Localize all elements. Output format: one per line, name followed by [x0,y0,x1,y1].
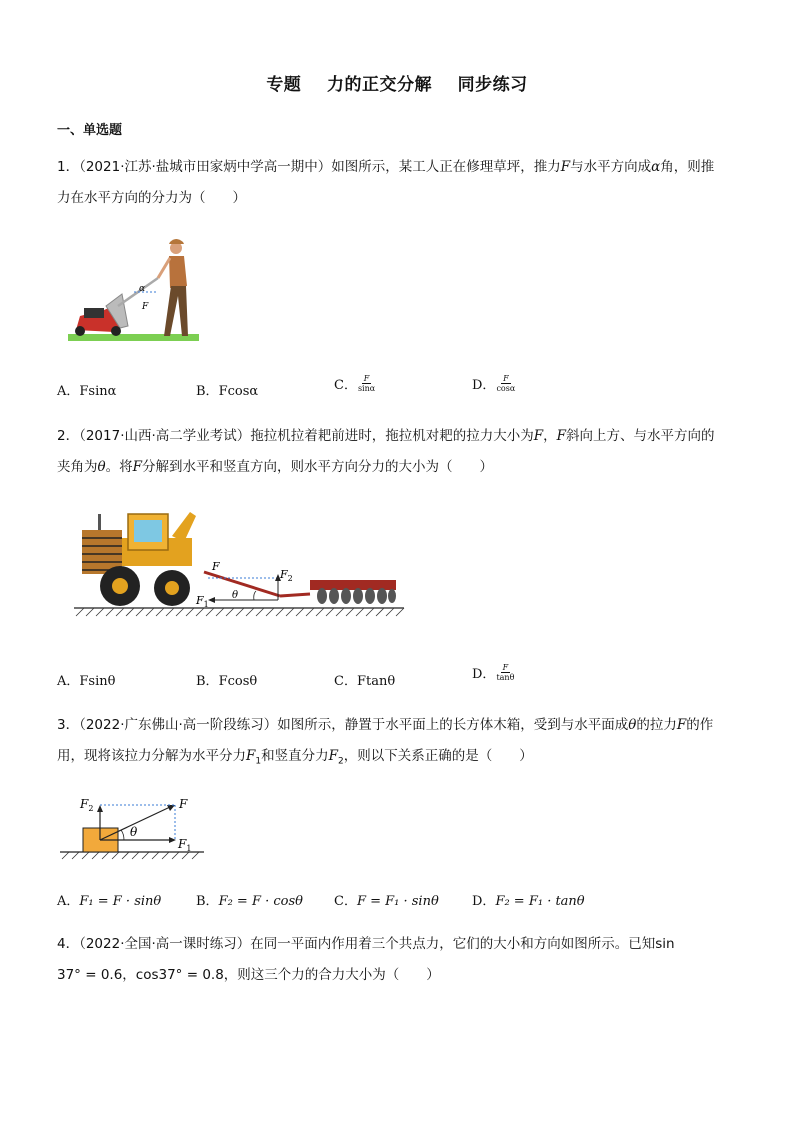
q2-option-c[interactable]: C．Ftanθ [334,674,396,689]
mower-engine [84,308,104,318]
box-force-figure [58,790,208,862]
tractor-window [134,520,162,542]
worker-shirt [169,256,187,288]
worker-cap [169,239,184,244]
q2-option-d[interactable]: D． $\frac{F}{\tan\theta}$ [472,663,515,682]
q3-option-c[interactable]: C．F = F₁ · sinθ [334,894,439,909]
lawn-mower-figure [66,234,201,344]
q1-option-c[interactable]: C． $\frac{F}{\sin\alpha}$ [334,374,376,393]
f-label: F [212,560,220,573]
ground-hatching [76,608,404,616]
theta-label: θ [130,825,138,839]
q3-option-d[interactable]: D．F₂ = F₁ · tanθ [472,894,585,909]
f-label: F [179,797,188,811]
worker-pants [164,286,188,336]
tow-bar [204,572,280,596]
alpha-label: α [139,284,146,294]
f2-arrowhead [97,805,103,812]
q2-option-b[interactable]: B．Fcosθ [196,674,258,689]
floor-hatching [62,852,199,859]
q1-option-d[interactable]: D． $\frac{F}{\cos\alpha}$ [472,374,516,393]
question-1-text: 1．（2021·江苏·盐城市田家炳中学高一期中）如图所示，某工人正在修理草坪，推力F与水平方向成α角，则推 力在水平方向的分力为（ ） [57,159,715,206]
mower-wheel-front [75,326,85,336]
question-4-text: 4．（2022·全国·高一课时练习）在同一平面内作用着三个共点力，它们的大小和方向如图所示。已知sin 37° = 0.6，cos37° = 0.8，则这三个力的合力大小为（ ） [57,936,675,983]
mower-wheel-back [111,326,121,336]
harrow-discs [317,588,396,604]
question-3-text: 3．（2022·广东佛山·高一阶段练习）如图所示，静置于水平面上的长方体木箱，受到与水平面成θ的拉力F的作 用，现将该拉力分解为水平分力$F_1$和竖直分力$F_2$，则以下关系正确的是（ ） [57,717,714,767]
tractor-harrow-figure [72,508,407,620]
theta-arc [121,830,124,840]
page-title: 专题 力的正交分解 同步练习 [266,75,528,95]
q2-option-a[interactable]: A．Fsinθ [57,674,116,689]
f1-arrowhead [208,597,215,603]
question-2-text: 2．（2017·山西·高二学业考试）拖拉机拉着耙前进时，拖拉机对耙的拉力大小为F，F斜向上方、与水平方向的 夹角为θ。将F分解到水平和竖直方向，则水平方向分力的大小为（ ） [57,428,715,475]
tractor-exhaust [98,514,101,530]
force-f-label: F [142,302,149,312]
section-heading: 一、单选题 [57,123,123,138]
grass-strip [68,334,199,341]
tractor-arm [172,512,196,542]
theta-label: θ [232,590,239,601]
q3-option-a[interactable]: A．F₁ = F · sinθ [57,894,162,909]
q1-option-a[interactable]: A．Fsinα [57,384,117,399]
f2-label: $F_2$ [80,797,94,813]
theta-arc [254,591,256,600]
f1-label: $F_1$ [178,837,192,853]
worker-arm [158,258,170,278]
f2-label: $F_2$ [280,568,293,583]
q1-option-b[interactable]: B．Fcosα [196,384,259,399]
f1-label: $F_1$ [196,594,209,609]
q3-option-b[interactable]: B．F₂ = F · cosθ [196,894,303,909]
